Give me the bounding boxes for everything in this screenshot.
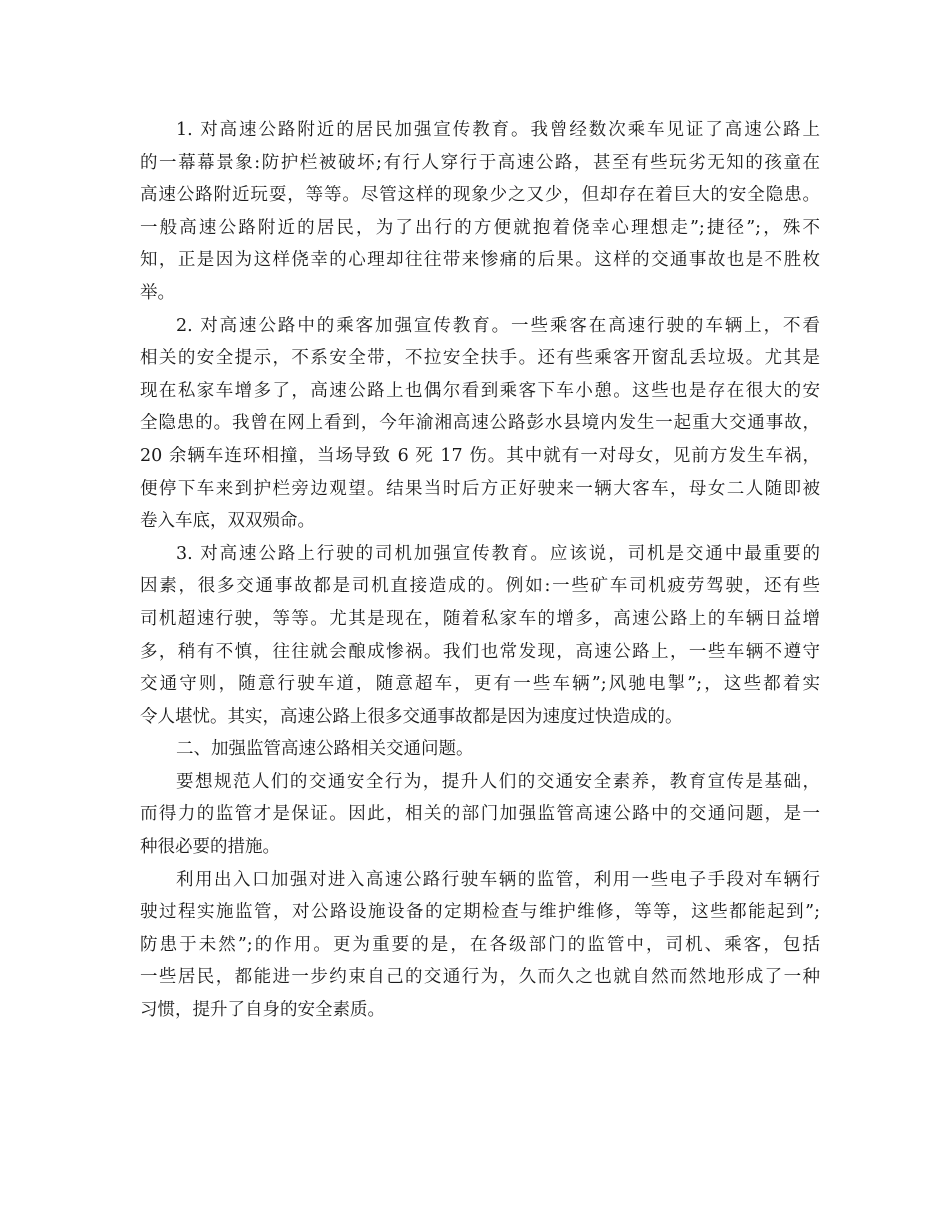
text-line: 高速公路附近玩耍，等等。尽管这样的现象少之又少，但却存在着巨大的安全隐患。 bbox=[140, 185, 820, 206]
text-line: 现在私家车增多了，高速公路上也偶尔看到乘客下车小憩。这些也是存在很大的安 bbox=[140, 380, 820, 401]
text-line: 因素，很多交通事故都是司机直接造成的。例如:一些矿车司机疲劳驾驶，还有些 bbox=[140, 576, 820, 597]
text-line: 卷入车底，双双殒命。 bbox=[140, 511, 315, 532]
text-line: 习惯，提升了自身的安全素质。 bbox=[140, 1000, 385, 1021]
text-line: 20 余辆车连环相撞，当场导致 6 死 17 伤。其中就有一对母女，见前方发生车祸， bbox=[140, 445, 820, 466]
text-line: 防患于未然”;的作用。更为重要的是，在各级部门的监管中，司机、乘客，包括 bbox=[140, 934, 820, 955]
text-line: 而得力的监管才是保证。因此，相关的部门加强监管高速公路中的交通问题，是一 bbox=[140, 804, 820, 825]
paragraph-5 bbox=[140, 766, 820, 864]
text-line: 一般高速公路附近的居民，为了出行的方便就抱着侥幸心理想走”;捷径”;，殊不 bbox=[140, 217, 820, 238]
text-line: 相关的安全提示，不系安全带，不拉安全扶手。还有些乘客开窗乱丢垃圾。尤其是 bbox=[140, 348, 820, 369]
text-line: 知，正是因为这样侥幸的心理却往往带来惨痛的后果。这样的交通事故也是不胜枚 bbox=[140, 250, 820, 271]
text-line: 的一幕幕景象:防护栏被破坏;有行人穿行于高速公路，甚至有些玩劣无知的孩童在 bbox=[140, 152, 820, 173]
text-line: 举。 bbox=[140, 282, 175, 303]
paragraph-3 bbox=[140, 538, 820, 734]
paragraph-2 bbox=[140, 310, 820, 538]
text-line: 多，稍有不慎，往往就会酿成惨祸。我们也常发现，高速公路上，一些车辆不遵守 bbox=[140, 641, 820, 662]
text-line: 令人堪忧。其实，高速公路上很多交通事故都是因为速度过快造成的。 bbox=[140, 706, 683, 727]
text-line: 驶过程实施监管，对公路设施设备的定期检查与维护维修，等等，这些都能起到”; bbox=[140, 902, 820, 923]
text-line: 1. 对高速公路附近的居民加强宣传教育。我曾经数次乘车见证了高速公路上 bbox=[176, 120, 820, 140]
text-line: 交通守则，随意行驶车道，随意超车，更有一些车辆”;风驰电掣”;，这些都着实 bbox=[140, 674, 820, 695]
text-line: 一些居民，都能进一步约束自己的交通行为，久而久之也就自然而然地形成了一种 bbox=[140, 967, 820, 988]
paragraph-6 bbox=[140, 864, 820, 1027]
text-line: 2. 对高速公路中的乘客加强宣传教育。一些乘客在高速行驶的车辆上，不看 bbox=[176, 315, 820, 336]
text-line: 二、加强监管高速公路相关交通问题。 bbox=[176, 739, 474, 760]
text-line: 要想规范人们的交通安全行为，提升人们的交通安全素养，教育宣传是基础， bbox=[176, 771, 820, 792]
paragraph-1 bbox=[140, 114, 820, 310]
document-body bbox=[140, 114, 820, 1027]
section-heading bbox=[140, 733, 820, 766]
text-line: 全隐患的。我曾在网上看到，今年渝湘高速公路彭水县境内发生一起重大交通事故， bbox=[140, 413, 820, 434]
text-line: 便停下车来到护栏旁边观望。结果当时后方正好驶来一辆大客车，母女二人随即被 bbox=[140, 478, 820, 499]
text-line: 利用出入口加强对进入高速公路行驶车辆的监管，利用一些电子手段对车辆行 bbox=[176, 869, 820, 890]
text-line: 3. 对高速公路上行驶的司机加强宣传教育。应该说，司机是交通中最重要的 bbox=[176, 543, 820, 564]
text-line: 种很必要的措施。 bbox=[140, 837, 280, 858]
text-line: 司机超速行驶，等等。尤其是现在，随着私家车的增多，高速公路上的车辆日益增 bbox=[140, 608, 820, 629]
